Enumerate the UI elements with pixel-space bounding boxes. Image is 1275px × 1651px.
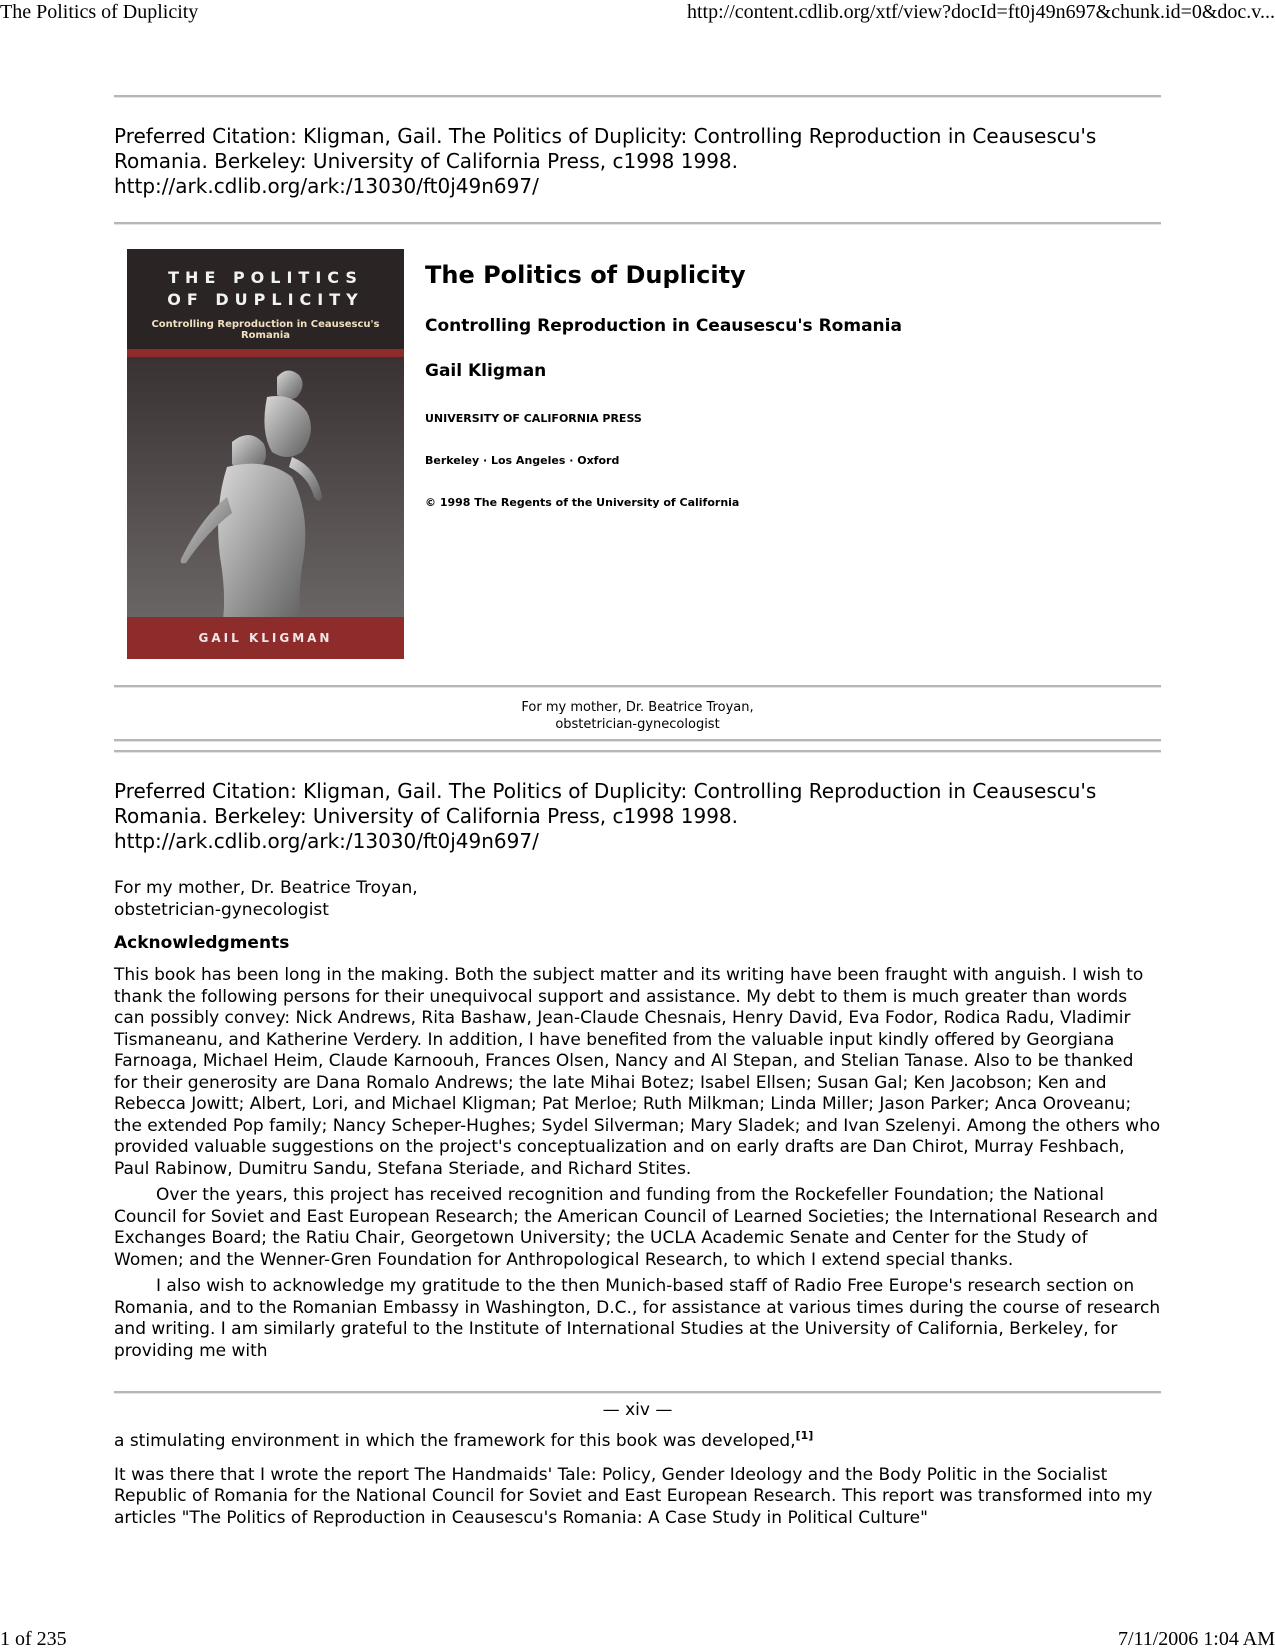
- dedication-line: obstetrician-gynecologist: [114, 900, 329, 920]
- cover-title: [127, 267, 404, 311]
- divider: [114, 685, 1161, 688]
- preferred-citation-repeat: [114, 779, 1161, 854]
- citation-link[interactable]: http://ark.cdlib.org/ark:/13030/ft0j49n697/: [114, 829, 539, 853]
- book-subtitle: Controlling Reproduction in Ceausescu's Romania: [425, 316, 902, 336]
- print-header: [0, 0, 1275, 26]
- cover-title-line: OF DUPLICITY: [167, 290, 364, 309]
- dedication-line: obstetrician-gynecologist: [555, 717, 720, 732]
- acknowledgments-heading: Acknowledgments: [114, 933, 290, 953]
- paragraph: This book has been long in the making. Both the subject matter and its writing have been fraught with anguish. I wish to thank the following persons for their unequivocal support and assistance. My debt to them is much greater than words can possibly convey: Nick Andrews, Rita Bashaw, Jean-Claude Chesnais, Henry David, Eva Fodor, Rodica Radu, Vladimir Tismaneanu, and Katherine Verdery. In addition, I have benefited from the valuable input kindly offered by Georgiana Farnoaga, Michael Heim, Claude Karnoouh, Frances Olsen, Nancy and Al Stepan, and Stelian Tanase. Also to be thanked for their generosity are Dana Romalo Andrews; the late Mihai Botez; Isabel Ellsen; Susan Gal; Ken Jacobson; Ken and Rebecca Jowitt; Albert, Lori, and Michael Kligman; Pat Merloe; Ruth Milkman; Linda Miller; Jason Parker; Anca Oroveanu; the extended Pop family; Nancy Scheper-Hughes; Sydel Silverman; Mary Sladek; and Ivan Szelenyi. Among the others who provided valuable suggestions on the project's conceptualization and on early drafts are Dan Chirot, Murray Feshbach, Paul Rabinow, Dumitru Sandu, Stefana Steriade, and Richard Stites.: [114, 965, 1161, 1179]
- citation-line: Preferred Citation: Kligman, Gail. The Politics of Duplicity: Controlling Reproduction in Ceausescu's: [114, 124, 1097, 148]
- publisher: UNIVERSITY OF CALIFORNIA PRESS: [425, 412, 642, 425]
- header-doc-title: The Politics of Duplicity: [0, 1, 199, 23]
- dedication-block: [114, 699, 1161, 733]
- footnote-link[interactable]: [1]: [795, 1429, 814, 1442]
- book-title: The Politics of Duplicity: [425, 261, 746, 289]
- cover-subtitle: Controlling Reproduction in Ceausescu's Romania: [151, 319, 380, 341]
- paragraph: Over the years, this project has received recognition and funding from the Rockefeller Foundation; the National Council for Soviet and East European Research; the American Council of Learned Societies; the International Research and Exchanges Board; the Ratiu Chair, Georgetown University; the UCLA Academic Senate and Center for the Study of Women; and the Wenner-Gren Foundation for Anthropological Research, to which I extend special thanks.: [114, 1185, 1158, 1270]
- page-number-marker: — xiv —: [602, 1400, 673, 1420]
- dedication-text: [114, 877, 1161, 921]
- paragraph: [114, 1425, 1161, 1453]
- book-cover-image: [127, 249, 404, 659]
- cover-author: GAIL KLIGMAN: [198, 631, 333, 645]
- divider: [114, 750, 1161, 753]
- citation-link[interactable]: http://ark.cdlib.org/ark:/13030/ft0j49n697/: [114, 174, 539, 198]
- divider: [114, 1391, 1161, 1394]
- paragraph: I also wish to acknowledge my gratitude to the then Munich-based staff of Radio Free Europe's research section on Romania, and to the Romanian Embassy in Washington, D.C., for assistance at various times during the course of research and writing. I am similarly grateful to the Institute of International Studies at the University of California, Berkeley, for providing me with: [114, 1276, 1161, 1361]
- print-timestamp: 7/11/2006 1:04 AM: [1117, 1628, 1275, 1650]
- print-footer: [0, 1628, 1275, 1650]
- page-content: [114, 95, 1161, 1534]
- statue-figure: [127, 357, 404, 617]
- dedication-line: For my mother, Dr. Beatrice Troyan,: [114, 878, 418, 898]
- copyright: © 1998 The Regents of the University of California: [425, 496, 740, 509]
- paragraph-text: a stimulating environment in which the framework for this book was developed,: [114, 1431, 796, 1451]
- header-url[interactable]: http://content.cdlib.org/xtf/view?docId=ft0j49n697&chunk.id=0&doc.v...: [686, 1, 1275, 23]
- title-page: [114, 225, 1161, 685]
- publisher-places: Berkeley · Los Angeles · Oxford: [425, 454, 620, 467]
- cover-title-line: THE POLITICS: [168, 268, 363, 287]
- page-count: 1 of 235: [0, 1628, 67, 1650]
- divider: [114, 95, 1161, 98]
- paragraph: It was there that I wrote the report The Handmaids' Tale: Policy, Gender Ideology and the Body Politic in the Socialist Republic of Romania for the National Council for Soviet and East European Research. This report was transformed into my articles "The Politics of Reproduction in Ceausescu's Romania: A Case Study in Political Culture": [114, 1464, 1153, 1528]
- citation-line: Preferred Citation: Kligman, Gail. The Politics of Duplicity: Controlling Reproduction in Ceausescu's: [114, 779, 1097, 803]
- citation-line: Romania. Berkeley: University of California Press, c1998 1998.: [114, 804, 739, 828]
- dedication-line: For my mother, Dr. Beatrice Troyan,: [521, 700, 754, 715]
- book-author: Gail Kligman: [425, 361, 547, 381]
- citation-line: Romania. Berkeley: University of California Press, c1998 1998.: [114, 149, 739, 173]
- preferred-citation: [114, 124, 1161, 199]
